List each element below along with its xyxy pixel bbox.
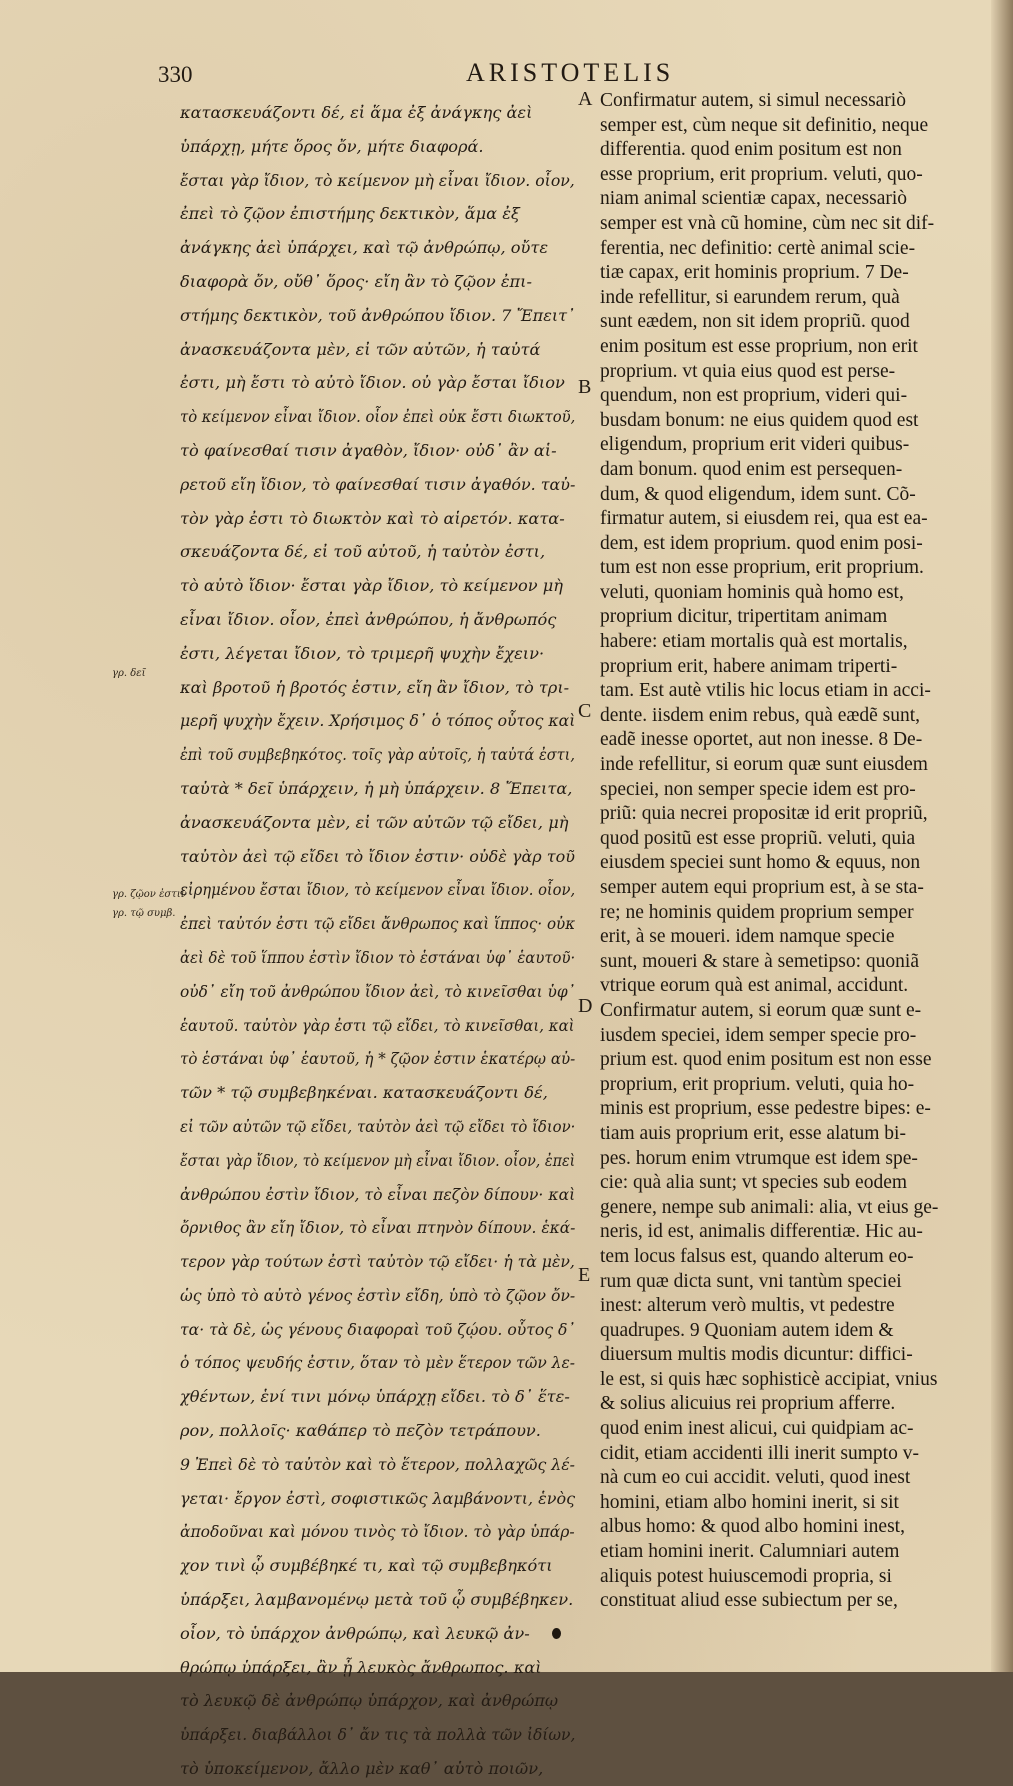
greek-text-line: ἀνασκευάζοντα μὲν, εἰ τῶν αὐτῶν, ἡ ταὐτά	[180, 339, 541, 359]
greek-text-line: κατασκευάζοντι δέ, εἰ ἅμα ἐξ ἀνάγκης ἀεὶ	[180, 103, 533, 122]
latin-text-line: tiæ capax, erit hominis proprium. 7 De-	[600, 262, 909, 284]
latin-text-line: quendum, non est proprium, videri qui-	[600, 385, 908, 407]
latin-text-line: sunt eædem, non sit idem propriũ. quod	[600, 311, 910, 333]
greek-text-line: ἔσται γὰρ ἴδιον, τὸ κείμενον μὴ εἶναι ἴδιον. οἷον,	[180, 170, 575, 190]
latin-text-line: dem, est idem proprium. quod enim posi-	[600, 532, 923, 554]
latin-text-line: erit, à se moueri. idem namque specie	[600, 926, 895, 948]
greek-text-line: ἀνθρώπου ἐστὶν ἴδιον, τὸ εἶναι πεζὸν δίπουν· καὶ	[180, 1184, 576, 1204]
greek-text-line: ὄρνιθος ἂν εἴη ἴδιον, τὸ εἶναι πτηνὸν δίπουν. ἑκά-	[180, 1218, 575, 1238]
section-marker-d: D	[578, 995, 593, 1017]
latin-text-line: inde refellitur, si eorum quæ sunt eiusdem	[600, 754, 928, 776]
greek-text-line: ἐπεὶ ταὐτόν ἐστι τῷ εἴδει ἄνθρωπος καὶ ἵππος· οὐκ	[180, 914, 575, 934]
latin-text-line: minis est proprium, esse pedestre bipes: e-	[600, 1098, 931, 1120]
ornament-mark	[552, 1628, 561, 1639]
latin-text-line: inest: alterum verò multis, vt pedestre	[600, 1295, 895, 1317]
page-gutter-shadow	[991, 0, 1013, 1672]
latin-text-line: quod positũ est esse propriũ. veluti, quia	[600, 827, 916, 849]
page-number: 330	[158, 62, 193, 87]
latin-text-line: homini, etiam albo homini inerit, si sit	[600, 1491, 899, 1513]
latin-text-line: tiam auis proprium erit, esse alatum bi-	[600, 1122, 906, 1144]
greek-text-line: ἔσται γὰρ ἴδιον, τὸ κείμενον μὴ εἶναι ἴδιον. οἷον, ἐπεὶ	[180, 1150, 576, 1170]
greek-text-line: μερῆ ψυχὴν ἔχειν. Χρήσιμος δ᾽ ὁ τόπος οὗτος καὶ	[180, 711, 575, 731]
greek-text-line: ὁ τόπος ψευδής ἐστιν, ὅταν τὸ μὲν ἕτερον τῶν λε-	[180, 1353, 575, 1373]
latin-text-line: inde refellitur, si earundem rerum, quà	[600, 286, 900, 308]
greek-text-line: τὸ αὐτὸ ἴδιον· ἔσται γὰρ ἴδιον, τὸ κείμενον μὴ	[180, 576, 563, 596]
latin-text-line: quadrupes. 9 Quoniam autem idem &	[600, 1319, 894, 1341]
greek-text-line: ἀεὶ δὲ τοῦ ἵππου ἐστὶν ἴδιον τὸ ἑστάναι ὑφ᾽ ἑαυτοῦ·	[180, 947, 576, 967]
latin-text-line: busdam bonum: ne eius quidem quod est	[600, 409, 919, 431]
greek-text-line: γεται· ἔργον ἐστὶ, σοφιστικῶς λαμβάνοντι, ἑνὸς	[180, 1488, 575, 1508]
latin-text-line: tam. Est autè vtilis hic locus etiam in acci-	[600, 680, 931, 702]
greek-text-line: οἷον, τὸ ὑπάρχον ἀνθρώπῳ, καὶ λευκῷ ἀν-	[180, 1623, 530, 1643]
greek-text-line: ἐπεὶ τὸ ζῷον ἐπιστήμης δεκτικὸν, ἅμα ἐξ	[180, 204, 520, 224]
latin-text-line: proprium. vt quia eius quod est perse-	[600, 360, 896, 382]
latin-text-line: diuersum multis modis dicuntur: diffici-	[600, 1344, 913, 1366]
greek-text-line: τὸ ἑστάναι ὑφ᾽ ἑαυτοῦ, ἡ * ζῷον ἐστιν ἑκατέρῳ αὐ-	[180, 1049, 575, 1069]
latin-text-line: eadẽ inesse oportet, aut non inesse. 8 De-	[600, 729, 923, 751]
greek-text-line: οὐδ᾽ εἴη τοῦ ἀνθρώπου ἴδιον ἀεὶ, τὸ κινεῖσθαι ὑφ᾽	[180, 981, 575, 1001]
latin-text-line: tum est non esse proprium, erit proprium.	[600, 557, 924, 579]
greek-text-line: σκευάζοντα δέ, εἰ τοῦ αὐτοῦ, ἡ ταὐτὸν ἐστι,	[180, 542, 546, 562]
greek-text-line: καὶ βροτοῦ ἡ βροτός ἐστιν, εἴη ἂν ἴδιον, τὸ τρι-	[180, 677, 570, 697]
greek-text-column	[180, 96, 580, 1786]
latin-text-line: genere, nempe sub animali: alia, vt eius ge-	[600, 1196, 939, 1218]
greek-text-line: χον τινὶ ᾧ συμβέβηκέ τι, καὶ τῷ συμβεβηκότι	[180, 1556, 553, 1576]
latin-text-line: iusdem speciei, idem semper specie pro-	[600, 1024, 917, 1046]
latin-text-line: enim positum est esse proprium, non erit	[600, 335, 918, 357]
greek-text-line: τὸ φαίνεσθαί τισιν ἀγαθὸν, ἴδιον· οὐδ᾽ ἂν αἱ-	[180, 440, 557, 460]
latin-text-line: constituat aliud esse subiectum per se,	[600, 1590, 898, 1612]
latin-text-line: differentia. quod enim positum est non	[600, 139, 902, 161]
latin-text-line: speciei, non semper specie idem est pro-	[600, 778, 916, 800]
greek-text-line: τὸ λευκῷ δὲ ἀνθρώπῳ ὑπάρχον, καὶ ἀνθρώπῳ	[180, 1691, 559, 1711]
latin-text-line: cidit, etiam accidenti illi inerit sumpto v-	[600, 1442, 919, 1464]
latin-text-line: dum, & quod eligendum, idem sunt. Cõ-	[600, 483, 916, 505]
section-marker-b: B	[578, 376, 592, 398]
latin-text-line: etiam homini inerit. Calumniari autem	[600, 1541, 900, 1563]
greek-text-line: ταὐτὸν ἀεὶ τῷ εἴδει τὸ ἴδιον ἐστιν· οὐδὲ γὰρ τοῦ	[180, 846, 575, 866]
greek-text-line: ὡς ὑπὸ τὸ αὐτὸ γένος ἐστὶν εἴδη, ὑπὸ τὸ ζῷον ὄν-	[180, 1285, 576, 1305]
latin-text-line: proprium erit, habere animam triperti-	[600, 655, 898, 677]
section-marker-e: E	[578, 1264, 591, 1286]
greek-text-line: εἶναι ἴδιον. οἷον, ἐπεὶ ἀνθρώπου, ἡ ἄνθρωπός	[180, 609, 557, 629]
latin-text-line: Confirmatur autem, si eorum quæ sunt e-	[600, 999, 922, 1021]
greek-text-line: ἑαυτοῦ. ταὐτὸν γὰρ ἐστι τῷ εἴδει, τὸ κινεῖσθαι, καὶ	[180, 1015, 575, 1035]
greek-text-line: εἰ τῶν αὐτῶν τῷ εἴδει, ταὐτὸν ἀεὶ τῷ εἴδει τὸ ἴδιον·	[180, 1116, 575, 1136]
greek-text-line: τὸ κείμενον εἶναι ἴδιον. οἷον ἐπεὶ οὐκ ἔστι διωκτοῦ,	[180, 407, 576, 427]
margin-note: γρ. ζῷον ἐστιν	[112, 889, 187, 900]
latin-text-line: vtrique eorum quà est animal, accidunt.	[600, 975, 909, 997]
latin-text-line: eligendum, proprium erit videri quibus-	[600, 434, 910, 456]
greek-text-line: θρώπῳ ὑπάρξει, ἂν ᾖ λευκὸς ἄνθρωπος. καὶ	[180, 1657, 542, 1677]
latin-text-line: eiusdem speciei sunt homo & equus, non	[600, 852, 921, 874]
greek-text-line: ρον, πολλοῖς· καθάπερ τὸ πεζὸν τετράπουν.	[180, 1421, 541, 1441]
latin-text-line: rum quæ dicta sunt, vni tantùm speciei	[600, 1270, 902, 1292]
latin-text-line: veluti, quoniam hominis quà homo est,	[600, 581, 904, 603]
running-title: ARISTOTELIS	[466, 58, 675, 87]
greek-text-line: διαφορὰ ὄν, οὔθ᾽ ὅρος· εἴη ἂν τὸ ζῷον ἐπι-	[180, 271, 532, 291]
greek-text-line: ὑπάρχῃ, μήτε ὅρος ὄν, μήτε διαφορά.	[180, 136, 484, 156]
latin-text-line: Confirmatur autem, si simul necessariò	[600, 90, 906, 111]
latin-text-line: firmatur autem, si eiusdem rei, qua est ea-	[600, 508, 928, 530]
latin-text-line: ferentia, nec definitio: certè animal scie-	[600, 237, 916, 259]
latin-text-line: proprium dicitur, tripertitam animam	[600, 606, 888, 628]
latin-text-line: habere: etiam mortalis quà est mortalis,	[600, 631, 908, 653]
latin-text-line: semper est vnà cũ homine, cùm nec sit dif-	[600, 212, 935, 234]
latin-text-line: prium est. quod enim positum est non esse	[600, 1049, 932, 1071]
latin-text-line: dente. iisdem enim rebus, quà eædẽ sunt,	[600, 704, 921, 726]
latin-text-line: pes. horum enim vtrumque est idem spe-	[600, 1147, 918, 1169]
greek-text-line: ὑπάρξει. διαβάλλοι δ᾽ ἄν τις τὰ πολλὰ τῶν ἰδίων,	[180, 1725, 575, 1745]
latin-text-line: aliquis potest huiuscemodi propria, si	[600, 1565, 892, 1587]
latin-text-line: semper est, cùm neque sit definitio, neque	[600, 114, 929, 136]
latin-text-line: re; ne hominis quidem proprium semper	[600, 901, 914, 923]
latin-text-line: nà cum eo cui accidit. veluti, quod inest	[600, 1467, 911, 1489]
greek-text-line: ἀνασκευάζοντα μὲν, εἰ τῶν αὐτῶν τῷ εἴδει, μὴ	[180, 812, 569, 832]
greek-text-line: τὸν γὰρ ἐστι τὸ διωκτὸν καὶ τὸ αἱρετόν. κατα-	[180, 508, 565, 528]
greek-text-line: ἐπὶ τοῦ συμβεβηκότος. τοῖς γὰρ αὐτοῖς, ἡ ταὐτά ἐστι,	[180, 745, 575, 765]
section-marker-a: A	[578, 88, 593, 110]
greek-text-line: εἰρημένου ἔσται ἴδιον, τὸ κείμενον εἶναι ἴδιον. οἷον,	[180, 880, 575, 900]
latin-text-line: albus homo: & quod albo homini inest,	[600, 1516, 905, 1538]
latin-text-column	[600, 89, 962, 1614]
margin-note: γρ. τῷ συμβ.	[112, 908, 176, 919]
greek-text-line: τὸ ὑποκείμενον, ἄλλο μὲν καθ᾽ αὑτὸ ποιῶν,	[180, 1759, 544, 1779]
greek-text-line: στήμης δεκτικὸν, τοῦ ἀνθρώπου ἴδιον. 7 Ἔπειτ᾽	[180, 305, 576, 325]
greek-text-line: 9 Ἐπεὶ δὲ τὸ ταὐτὸν καὶ τὸ ἕτερον, πολλαχῶς λέ-	[180, 1454, 575, 1474]
greek-text-line: τερον γὰρ τούτων ἐστὶ ταὐτὸν τῷ εἴδει· ἡ τὰ μὲν,	[180, 1252, 575, 1272]
latin-text-line: neris, id est, animalis differentiæ. Hic au-	[600, 1221, 923, 1243]
page-header	[146, 56, 706, 90]
section-marker-c: C	[578, 700, 592, 722]
latin-text-line: cie: quà alia sunt; vt species sub eodem	[600, 1172, 908, 1194]
latin-text-line: & solius alicuius rei proprium afferre.	[600, 1393, 896, 1415]
latin-text-line: le est, si quis hæc sophisticè accipiat, vnius	[600, 1368, 938, 1390]
latin-text-line: niam animal scientiæ capax, necessariò	[600, 188, 908, 210]
latin-text-line: dam bonum. quod enim est persequen-	[600, 458, 903, 480]
greek-text-line: ὑπάρξει, λαμβανομένῳ μετὰ τοῦ ᾧ συμβέβηκεν.	[180, 1590, 574, 1610]
latin-text-line: tem locus falsus est, quando alterum eo-	[600, 1245, 914, 1267]
latin-text-line: priũ: quia necrei propositæ id erit propriũ,	[600, 803, 928, 825]
greek-text-line: τα· τὰ δὲ, ὡς γένους διαφοραὶ τοῦ ζῴου. οὗτος δ᾽	[180, 1319, 576, 1339]
greek-text-line: ἀνάγκης ἀεὶ ὑπάρχει, καὶ τῷ ἀνθρώπῳ, οὔτε	[180, 238, 549, 258]
latin-text-line: esse proprium, erit proprium. veluti, quo-	[600, 163, 923, 185]
greek-text-line: τῶν * τῷ συμβεβηκέναι. κατασκευάζοντι δέ,	[180, 1083, 548, 1103]
greek-text-line: ἐστι, μὴ ἔστι τὸ αὐτὸ ἴδιον. οὐ γὰρ ἔσται ἴδιον	[180, 373, 565, 393]
greek-text-line: ρετοῦ εἴη ἴδιον, τὸ φαίνεσθαί τισιν ἀγαθόν. ταὐ-	[180, 474, 576, 494]
greek-text-line: ἐστι, λέγεται ἴδιον, τὸ τριμερῆ ψυχὴν ἔχειν·	[180, 643, 545, 663]
latin-text-line: proprium, erit proprium. veluti, quia ho-	[600, 1073, 915, 1095]
greek-text-line: ταὐτὰ * δεῖ ὑπάρχειν, ἡ μὴ ὑπάρχειν. 8 Ἔπειτα,	[180, 778, 573, 798]
margin-note: γρ. δεῖ	[112, 668, 146, 679]
latin-text-line: quod enim inest alicui, cui quidpiam ac-	[600, 1418, 914, 1440]
greek-text-line: ἀποδοῦναι καὶ μόνου τινὸς τὸ ἴδιον. τὸ γὰρ ὑπάρ-	[180, 1522, 575, 1542]
latin-text-line: semper autem equi proprium est, à se sta-	[600, 877, 924, 898]
latin-text-line: sunt, moueri & stare à semetipso: quoniã	[600, 950, 919, 972]
greek-text-line: χθέντων, ἑνί τινι μόνῳ ὑπάρχῃ εἴδει. τὸ δ᾽ ἕτε-	[180, 1387, 570, 1407]
